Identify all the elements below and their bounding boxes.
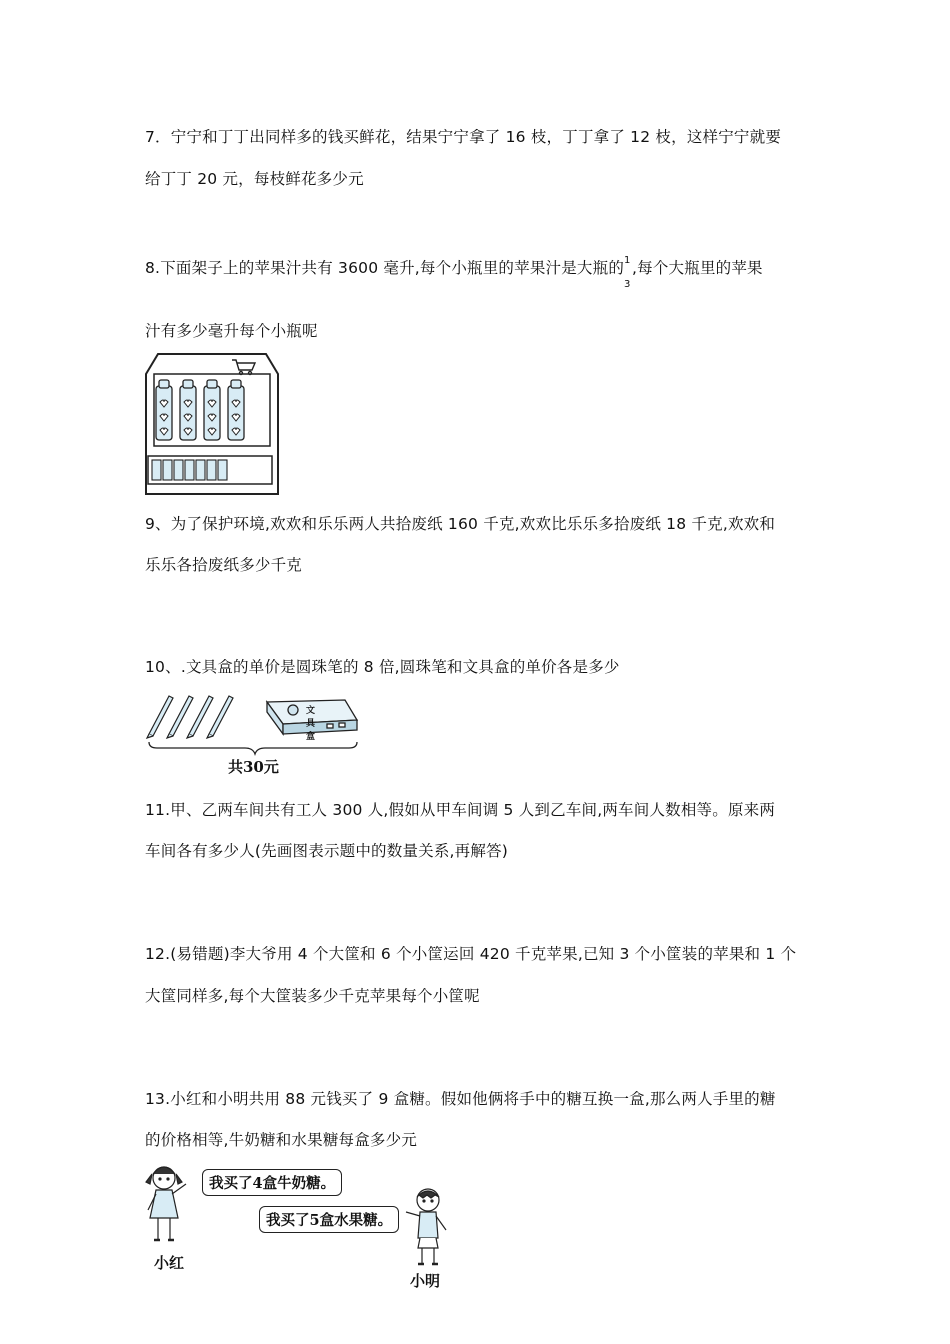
q7-line2: 给丁丁 20 元，每枝鲜花多少元 <box>145 170 364 188</box>
q9-line2: 乐乐各拾废纸多少千克 <box>145 556 303 574</box>
q13-line2: 的价格相等,牛奶糖和水果糖每盒多少元 <box>145 1131 418 1149</box>
girl-name-label: 小红 <box>154 1254 185 1272</box>
fraction-numerator: 1 <box>624 255 631 266</box>
q13-line1: 13.小红和小明共用 88 元钱买了 9 盒糖。假如他俩将手中的糖互换一盒,那么两人手里的糖 <box>145 1090 776 1108</box>
boy-name-label: 小明 <box>410 1272 441 1290</box>
q10-line1: 10、.文具盒的单价是圆珠笔的 8 倍,圆珠笔和文具盒的单价各是多少 <box>145 658 620 676</box>
pen-icon <box>147 696 233 738</box>
q8-line2: 汁有多少毫升每个小瓶呢 <box>145 322 318 340</box>
q12-line2: 大筐同样多,每个大筐装多少千克苹果每个小筐呢 <box>145 987 480 1005</box>
q8-line1 <box>145 255 810 290</box>
q11-line2: 车间各有多少人(先画图表示题中的数量关系,再解答) <box>145 842 509 860</box>
girl-speech-bubble: 我买了4盒牛奶糖。 <box>202 1169 342 1196</box>
q8-text-after: ,每个大瓶里的苹果 <box>632 259 763 277</box>
total-price-label: 共30元 <box>228 758 279 776</box>
q7-line1: 7．宁宁和丁丁出同样多的钱买鲜花，结果宁宁拿了 16 枝，丁丁拿了 12 枝，这样宁宁就要 <box>145 128 782 146</box>
q8-text-before: 8.下面架子上的苹果汁共有 3600 毫升,每个小瓶里的苹果汁是大瓶的 <box>145 259 625 277</box>
fraction-denominator: 3 <box>624 279 631 290</box>
pens-and-box-illustration <box>145 690 365 760</box>
q9-line1: 9、为了保护环境,欢欢和乐乐两人共拾废纸 160 千克,欢欢比乐乐多拾废纸 18 千克,欢欢和 <box>145 515 776 533</box>
girl-figure-icon <box>140 1160 200 1252</box>
fraction <box>624 255 632 290</box>
boy-speech-bubble: 我买了5盒水果糖。 <box>259 1206 399 1233</box>
q12-line1: 12.(易错题)李大爷用 4 个大筐和 6 个小筐运回 420 千克苹果,已知 3 个小筐装的苹果和 1 个 <box>145 945 797 963</box>
juice-shelf-illustration <box>142 350 282 498</box>
q11-line1: 11.甲、乙两车间共有工人 300 人,假如从甲车间调 5 人到乙车间,两车间人数相等。原来两 <box>145 801 776 819</box>
small-bottles <box>152 460 227 480</box>
boy-figure-icon <box>398 1184 458 1272</box>
